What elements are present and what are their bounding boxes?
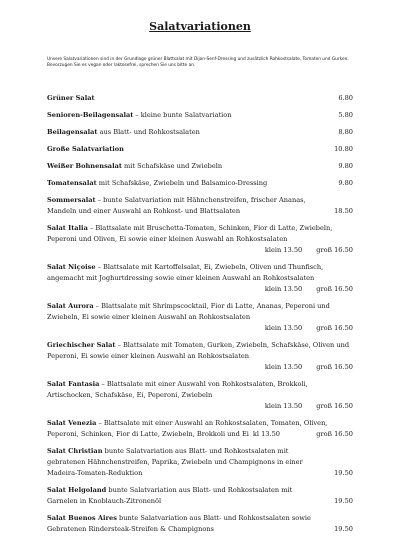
menu-item-text bbox=[47, 161, 230, 172]
menu-item-text bbox=[47, 144, 132, 155]
menu-item-name: Beilagensalat bbox=[47, 128, 98, 136]
menu-item-price-large: groß 16.50 bbox=[316, 363, 353, 371]
menu-item-price-large: groß 16.50 bbox=[316, 285, 353, 293]
menu-item-price: 19.50 bbox=[334, 525, 353, 533]
menu-item-description: – Blattsalate mit Bruschetta-Tomaten, Schinken, Fior di Latte, Zwiebeln, Peperoni und Oliven, Ei sowie einer kleinen Auswahl an Rohkostsalaten bbox=[47, 224, 333, 243]
menu-item-name: Griechischer Salat bbox=[47, 341, 116, 349]
menu-item bbox=[47, 127, 353, 138]
menu-item bbox=[47, 110, 353, 121]
menu-item-name: Salat Niçoise bbox=[47, 263, 96, 271]
menu-item-text bbox=[47, 379, 353, 401]
menu-item-price: 9.80 bbox=[338, 162, 353, 170]
menu-item-name: Salat Italia bbox=[47, 224, 88, 232]
menu-item-name: Weißer Bohnensalat bbox=[47, 162, 122, 170]
menu-item-price: 5.80 bbox=[338, 111, 353, 119]
menu-item-description: bunte Salatvariation aus Blatt- und Rohkostsalaten mit gebratenen Hähnchenstreifen, Paprika, Zwiebeln und Champignons in einer Madeira-Tomaten-Reduktion bbox=[47, 447, 303, 477]
menu-item-description: – kleine bunte Salatvariation bbox=[133, 111, 232, 119]
menu-item bbox=[47, 195, 353, 217]
menu-item-description: mit Schafskäse, Zwiebeln und Balsamico-Dressing bbox=[96, 179, 268, 187]
menu-item bbox=[47, 223, 353, 256]
menu-item-price: 6.80 bbox=[338, 94, 353, 102]
menu-item-description: – Blattsalate mit einer Auswahl von Rohkostsalaten, Brokkoli, Artischocken, Schafskäse, Ei, Peperoni, Zwiebeln bbox=[47, 380, 308, 399]
menu-item-name: Salat Venezia bbox=[47, 419, 97, 427]
menu-item-name: Große Salatvariation bbox=[47, 145, 124, 153]
menu-item bbox=[47, 340, 353, 373]
menu-item-name: Salat Aurora bbox=[47, 302, 94, 310]
menu-item-text bbox=[47, 127, 208, 138]
intro-text: Unsere Salatvariationen sind in der Grundlage grüner Blattsalat mit Dijon-Senf-Dressing und zusätzlich Rohkostsalate, Tomaten und Gurken. Bevorzugen Sie es vegan oder laktosefrei, sprechen Sie uns bitte an. bbox=[47, 57, 349, 69]
menu-item-price-large: groß 16.50 bbox=[316, 430, 353, 438]
menu-item-price-large: groß 16.50 bbox=[316, 402, 353, 410]
menu-item-name: Tomatensalat bbox=[47, 179, 97, 187]
menu-item-text bbox=[47, 262, 353, 284]
menu-item-text bbox=[47, 223, 353, 245]
menu-item-description: – bunte Salatvariation mit Hähnchenstreifen, frischer Ananas, Mandeln und einer Auswahl an Rohkost- und Blattsalaten bbox=[47, 196, 306, 215]
menu-item-price: 10.80 bbox=[334, 145, 353, 153]
menu-item-prices bbox=[47, 323, 353, 334]
menu-item bbox=[47, 144, 353, 155]
menu-item-name: Salat Buenos Aires bbox=[47, 514, 117, 522]
menu-item-price: 18.50 bbox=[334, 207, 353, 215]
menu-item-prices bbox=[47, 284, 353, 295]
menu-item-description: mit Schafskäse und Zwiebeln bbox=[121, 162, 223, 170]
menu-item-description: bunte Salatvariation aus Blatt- und Rohkostsalaten mit Garnelen in Knoblauch-Zitronenöl bbox=[47, 486, 293, 505]
menu-item-price-small: klein 13.50 bbox=[264, 363, 303, 371]
menu-item-description: – Blattsalate mit einer Auswahl an Rohkostsalaten, Tomaten, Oliven, Peperoni, Schinken, Fior di Latte, Zwiebeln, Brokkoli und Ei bbox=[47, 419, 328, 438]
menu-item-price-small: klein 13.50 bbox=[264, 246, 303, 254]
menu-item-price-large: groß 16.50 bbox=[316, 246, 353, 254]
menu-list bbox=[47, 93, 353, 541]
menu-item-price-small: kl 13.50 bbox=[252, 430, 280, 438]
menu-item-price: 8.80 bbox=[338, 128, 353, 136]
menu-item-text bbox=[47, 513, 331, 535]
page-title: Salatvariationen bbox=[149, 20, 251, 33]
menu-item-price-small: klein 13.50 bbox=[264, 402, 303, 410]
menu-item bbox=[47, 485, 353, 507]
menu-item bbox=[47, 418, 353, 440]
menu-item-price-small: klein 13.50 bbox=[264, 324, 303, 332]
menu-item-description: – Blattsalate mit Tomaten, Gurken, Zwiebeln, Schafskäse, Oliven und Peperoni, Ei sowie einer kleinen Auswahl an Rohkostsalaten bbox=[47, 341, 350, 360]
menu-item-description: bunte Salatvariation aus Blatt- und Rohkostsalaten sowie Gebratenen Rindersteak-Streifen & Champignons bbox=[47, 514, 311, 533]
menu-item-text bbox=[47, 446, 331, 479]
menu-item-prices bbox=[47, 362, 353, 373]
menu-item-text bbox=[47, 485, 331, 507]
menu-item-text bbox=[47, 195, 331, 217]
menu-item-name: Senioren-Beilagensalat bbox=[47, 111, 134, 119]
menu-item-description: – Blattsalate mit Kartoffelsalat, Ei, Zwiebeln, Oliven und Thunfisch, angemacht mit Joghurtdressing sowie einer kleinen Auswahl an Rohkostsalaten bbox=[47, 263, 324, 282]
menu-item-text bbox=[47, 110, 240, 121]
menu-item-text bbox=[47, 301, 353, 323]
menu-item-price: 19.50 bbox=[334, 469, 353, 477]
menu-item bbox=[47, 262, 353, 295]
menu-item-name: Grüner Salat bbox=[47, 94, 95, 102]
menu-item bbox=[47, 446, 353, 479]
menu-item bbox=[47, 178, 353, 189]
menu-item bbox=[47, 161, 353, 172]
menu-item-prices bbox=[47, 401, 353, 412]
menu-item-text bbox=[47, 340, 353, 362]
menu-item-text bbox=[47, 93, 103, 104]
menu-item-name: Salat Fantasia bbox=[47, 380, 100, 388]
menu-item-prices bbox=[47, 245, 353, 256]
menu-item-description: aus Blatt- und Rohkostsalaten bbox=[97, 128, 200, 136]
menu-item-name: Salat Christian bbox=[47, 447, 103, 455]
menu-item bbox=[47, 379, 353, 412]
menu-item bbox=[47, 93, 353, 104]
menu-item-price-small: klein 13.50 bbox=[264, 285, 303, 293]
menu-item-name: Salat Helgoland bbox=[47, 486, 107, 494]
menu-item bbox=[47, 301, 353, 334]
menu-item-text bbox=[47, 418, 353, 440]
menu-item-price: 9.80 bbox=[338, 179, 353, 187]
menu-item-description: – Blattsalate mit Shrimpscocktail, Fior di Latte, Ananas, Peperoni und Zwiebeln, Ei sowie einer kleinen Auswahl an Rohkostsalaten bbox=[47, 302, 330, 321]
menu-item-text bbox=[47, 178, 275, 189]
menu-item-price: 19.50 bbox=[334, 497, 353, 505]
menu-item-name: Sommersalat bbox=[47, 196, 96, 204]
menu-item-price-large: groß 16.50 bbox=[316, 324, 353, 332]
menu-item bbox=[47, 513, 353, 535]
